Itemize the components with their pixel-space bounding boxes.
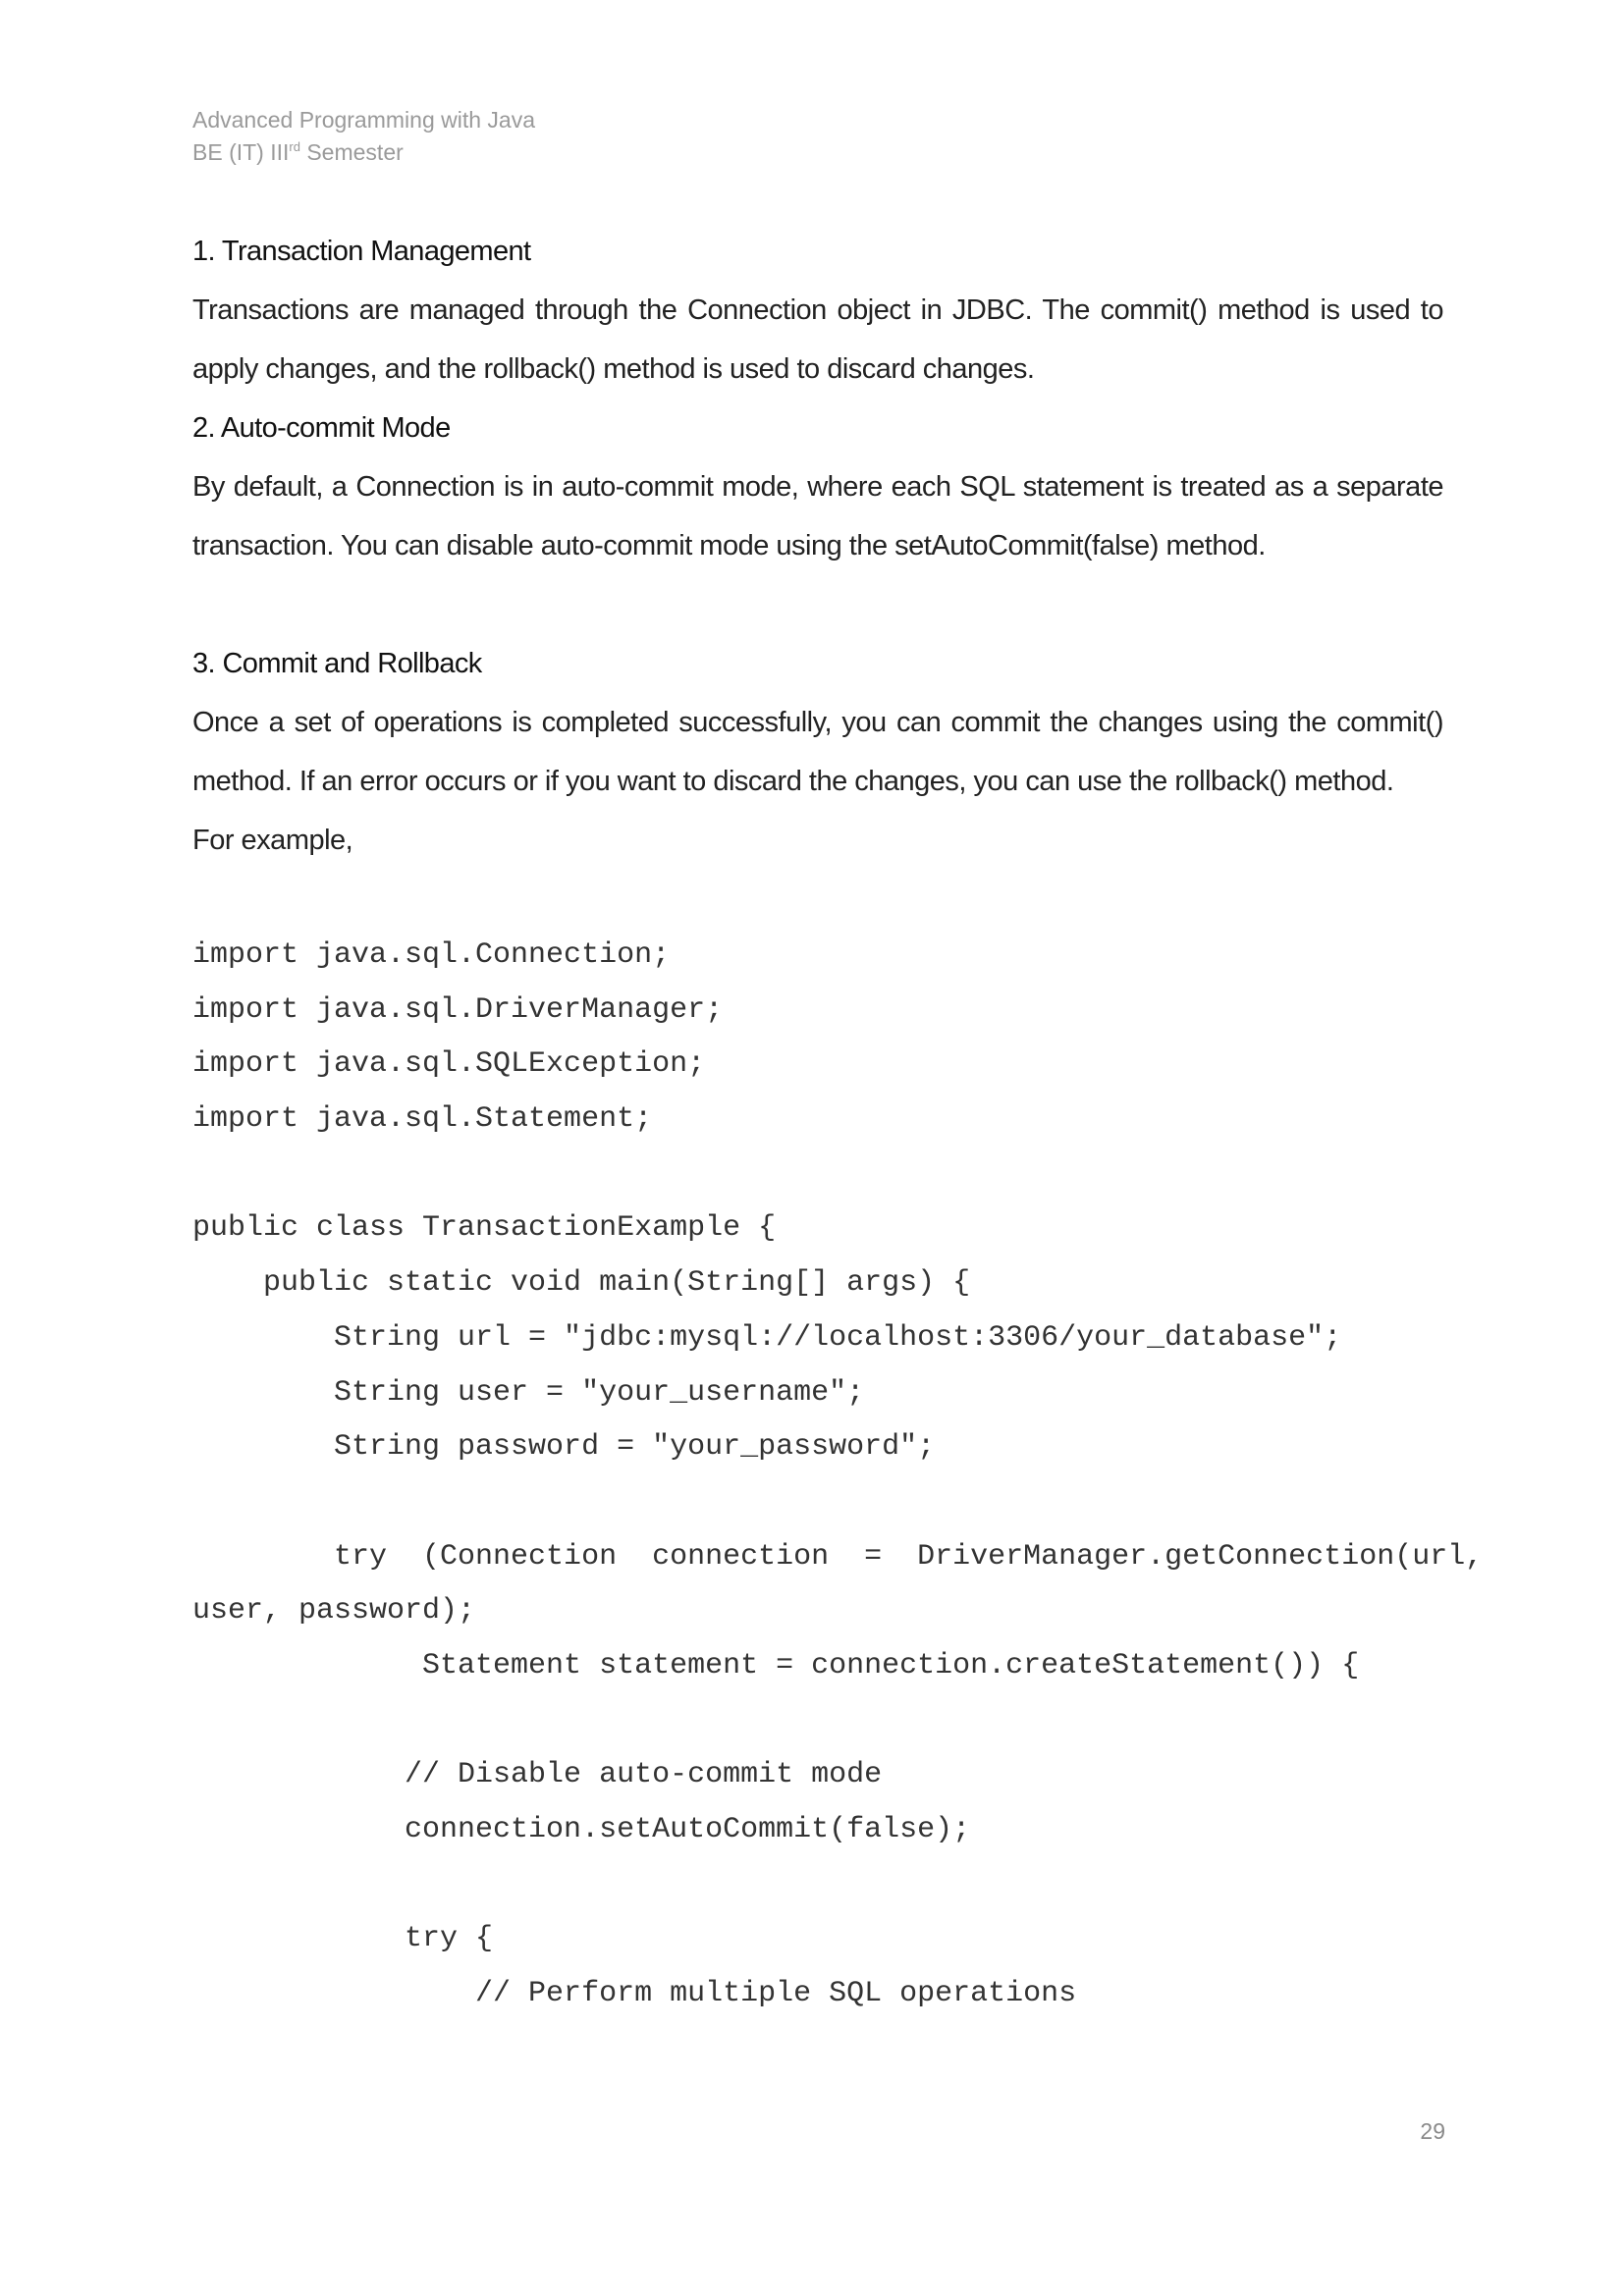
paragraph-auto-commit-mode: By default, a Connection is in auto-commit mode, where each SQL statement is treated as a separate transaction. You can disable auto-commit mode using the setAutoCommit(false) method. [192,471,1443,561]
code-line [192,1694,1443,1749]
code-line [192,1148,1443,1202]
paragraph-commit-and-rollback: Once a set of operations is completed successfully, you can commit the changes using the commit() method. If an error occurs or if you want to discard the changes, you can use the rollback() method. [192,707,1443,797]
section-heading-transaction-management: 1. Transaction Management [192,236,531,267]
code-line: // Perform multiple SQL operations [192,1977,1077,2011]
semester-line [192,136,535,169]
page-number: 29 [1420,2118,1445,2144]
code-line: try (Connection connection = DriverManager.getConnection(url, [192,1539,1484,1574]
spacer [192,575,1443,634]
code-line: import java.sql.Statement; [192,1102,653,1137]
code-line: try { [192,1922,494,1956]
code-line [192,1475,1443,1530]
paragraph-transaction-management: Transactions are managed through the Connection object in JDBC. The commit() method is used to apply changes, and the rollback() method is used to discard changes. [192,294,1443,385]
code-block [192,929,1484,2022]
code-line: import java.sql.DriverManager; [192,992,724,1027]
course-title: Advanced Programming with Java [192,107,535,133]
code-line: connection.setAutoCommit(false); [192,1813,971,1846]
code-line: Statement statement = connection.createStatement()) { [192,1648,1360,1682]
code-line: import java.sql.Connection; [192,938,671,972]
code-line: public class TransactionExample { [192,1211,777,1246]
code-line: public static void main(String[] args) { [192,1266,971,1301]
code-line: String url = "jdbc:mysql://localhost:3306/your_database"; [192,1320,1342,1355]
page-header [192,104,535,169]
code-line: String user = "your_username"; [192,1375,865,1410]
code-line: String password = "your_password"; [192,1430,936,1465]
code-line: user, password); [192,1594,476,1629]
section-heading-commit-and-rollback: 3. Commit and Rollback [192,648,482,679]
section-heading-auto-commit-mode: 2. Auto-commit Mode [192,412,451,444]
paragraph-for-example: For example, [192,825,353,856]
semester-prefix: BE (IT) III [192,139,290,165]
page-content [192,222,1484,2022]
semester-superscript: rd [289,139,300,154]
code-line [192,1858,1443,1913]
semester-suffix: Semester [299,139,404,165]
code-line: import java.sql.SQLException; [192,1047,706,1082]
code-line: // Disable auto-commit mode [192,1758,883,1792]
